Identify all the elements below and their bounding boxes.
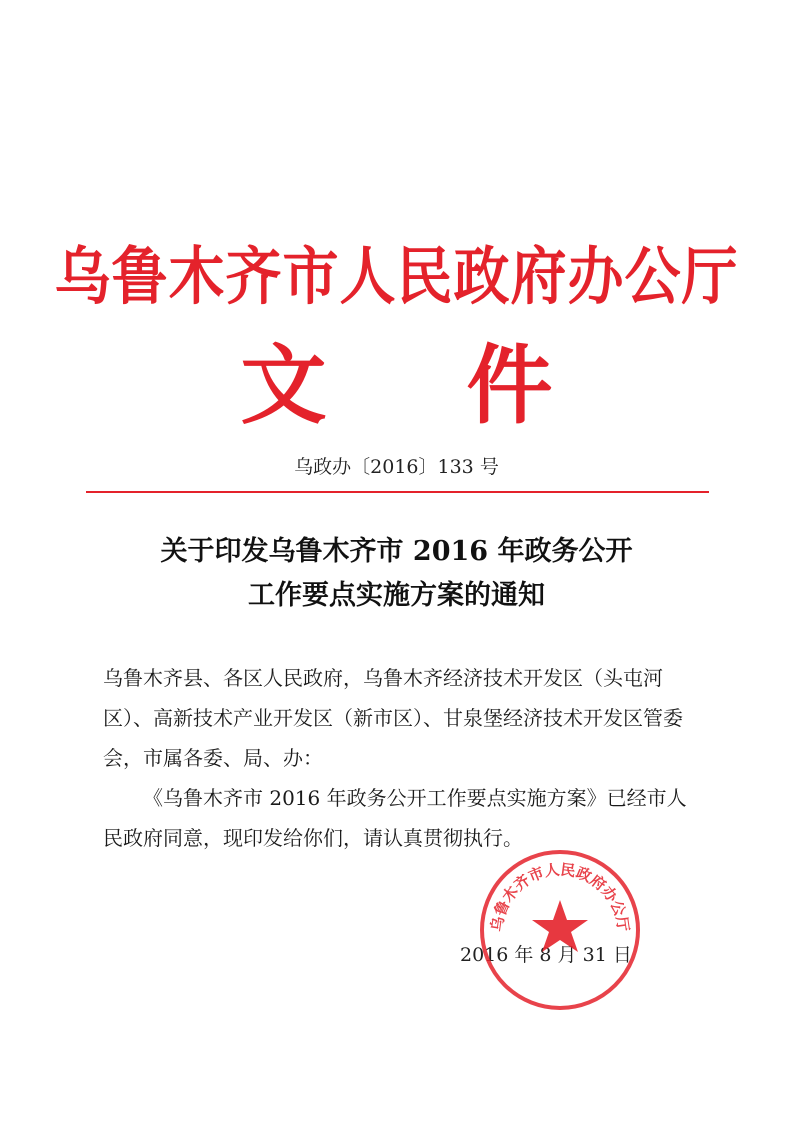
red-star-icon	[532, 900, 588, 952]
document-title	[0, 530, 793, 618]
document-body	[103, 658, 705, 858]
title-line-2: 工作要点实施方案的通知	[248, 580, 545, 611]
official-seal	[478, 848, 642, 1012]
title-line-1: 关于印发乌鲁木齐市 2016 年政务公开	[160, 536, 633, 567]
issue-date: 2016 年 8 月 31 日	[460, 944, 632, 966]
issuing-organization: 乌鲁木齐市人民政府办公厅	[54, 240, 739, 314]
recipients-paragraph: 乌鲁木齐县、各区人民政府，乌鲁木齐经济技术开发区（头屯河区）、高新技术产业开发区（新市区）、甘泉堡经济技术开发区管委会，市属各委、局、办：	[103, 666, 683, 770]
document-heading-char-2: 件	[466, 336, 553, 436]
document-heading	[0, 316, 793, 440]
seal-text: 乌鲁木齐市人民政府办公厅	[487, 860, 633, 933]
document-number: 乌政办〔2016〕133 号	[294, 456, 499, 478]
body-paragraph: 《乌鲁木齐市 2016 年政务公开工作要点实施方案》已经市人民政府同意，现印发给你们，请认真贯彻执行。	[103, 786, 687, 850]
document-heading-char-1: 文	[240, 336, 327, 436]
red-divider-line	[86, 491, 709, 493]
